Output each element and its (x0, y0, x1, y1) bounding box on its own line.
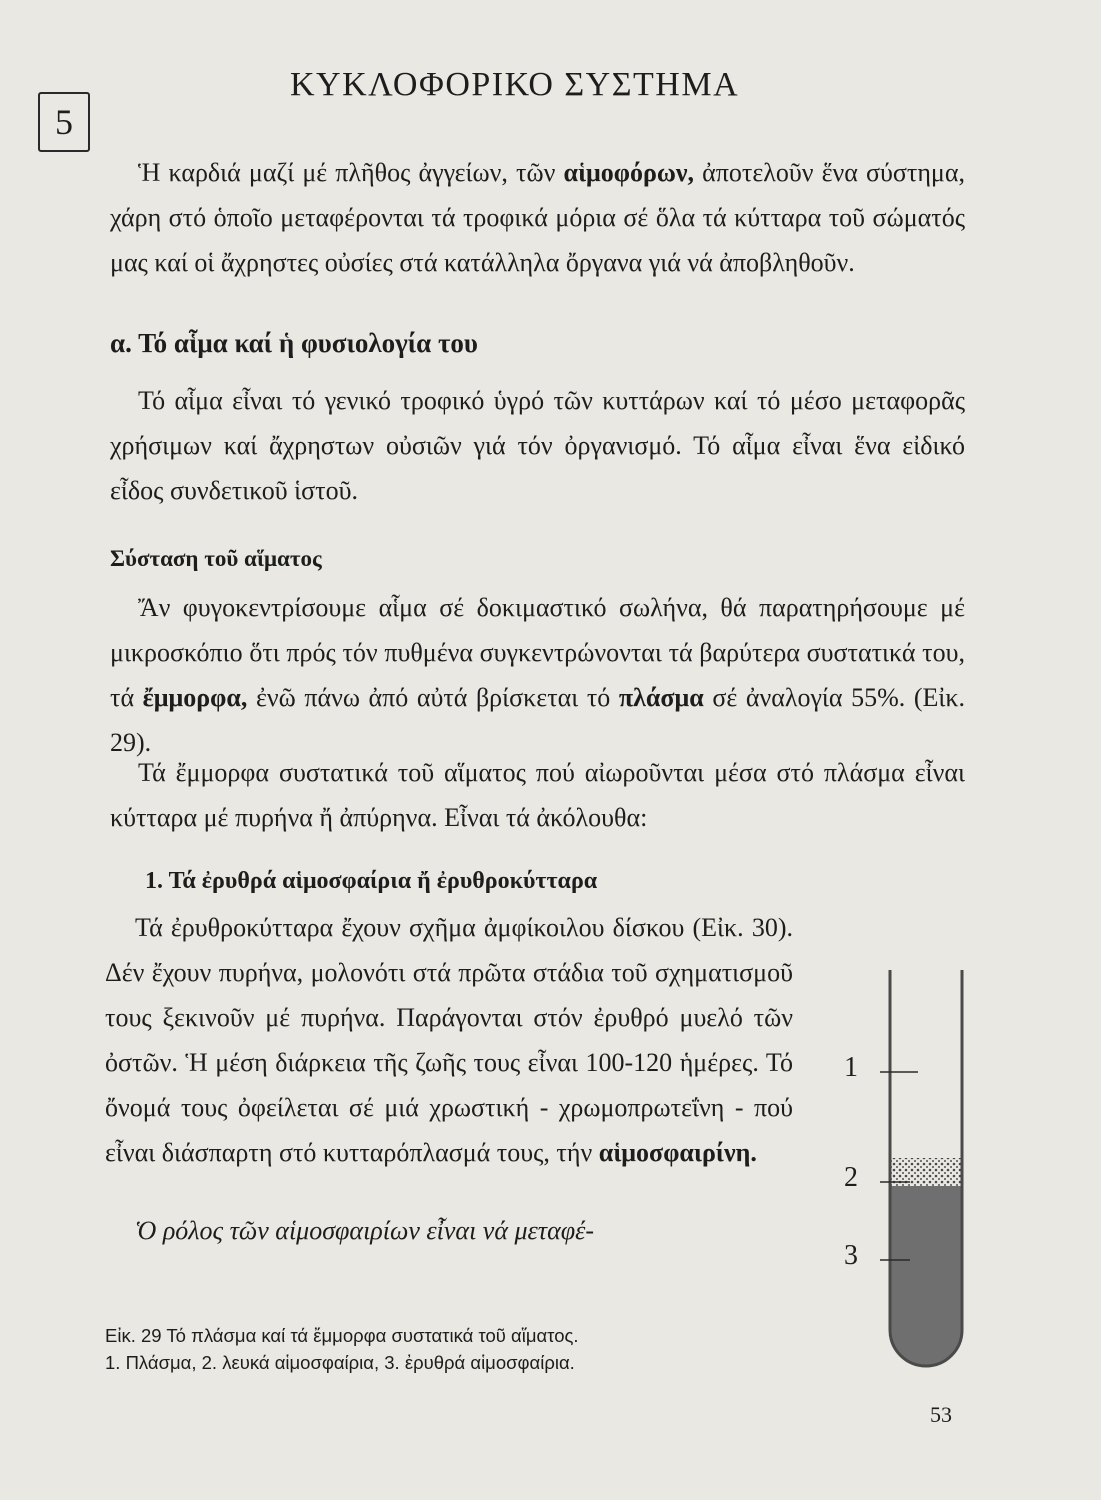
caption-line-2: 1. Πλάσμα, 2. λευκά αἱμοσφαίρια, 3. ἐρυθρά αἱμοσφαίρια. (105, 1352, 575, 1373)
figure-caption (105, 1322, 805, 1376)
composition-heading: Σύσταση τοῦ αἵματος (110, 546, 322, 571)
caption-line-1: Εἰκ. 29 Τό πλάσμα καί τά ἔμμορφα συστατικά τοῦ αἵματος. (105, 1325, 579, 1346)
plasma-layer (890, 970, 962, 1158)
section-a-heading: α. Τό αἷμα καί ἡ φυσιολογία του (110, 328, 478, 358)
composition-paragraph-1: Ἄν φυγοκεντρίσουμε αἷμα σέ δοκιμαστικό σωλήνα, θά παρατηρήσουμε μέ μικροσκόπιο ὅτι πρός τόν πυθμένα συγκεντρώνονται τά βαρύτερα συστατικά του, τά ἔμμορφα, ἐνῶ πάνω ἀπό αὐτά βρίσκεται τό πλάσμα σέ ἀναλογία 55%. (Εἰκ. 29). (110, 593, 965, 757)
item-1-continuation: Ὁ ρόλος τῶν αἱμοσφαιρίων εἶναι νά μεταφέ- (135, 1216, 595, 1245)
chapter-number: 5 (55, 102, 73, 142)
composition-paragraph-2: Τά ἔμμορφα συστατικά τοῦ αἵματος πού αἰωροῦνται μέσα στό πλάσμα εἶναι κύτταρα μέ πυρήνα ἤ ἀπύρηνα. Εἶναι τά ἀκόλουθα: (110, 758, 965, 832)
tube-label-2: 2 (844, 1162, 858, 1193)
section-a-paragraph: Τό αἷμα εἶναι τό γενικό τροφικό ὑγρό τῶν κυττάρων καί τό μέσο μεταφορᾶς χρήσιμων καί ἄχρηστων οὐσιῶν γιά τόν ὀργανισμό. Τό αἷμα εἶναι ἕνα εἰδικό εἶδος συνδετικοῦ ἱστοῦ. (110, 386, 965, 505)
chapter-number-box (38, 92, 90, 152)
red-cells-layer (890, 1186, 962, 1366)
page-number: 53 (930, 1402, 952, 1427)
chapter-title: ΚΥΚΛΟΦΟΡΙΚΟ ΣΥΣΤΗΜΑ (290, 66, 740, 103)
test-tube-figure (880, 970, 980, 1390)
item-1-paragraph: Τά ἐρυθροκύτταρα ἔχουν σχῆμα ἀμφίκοιλου δίσκου (Εἰκ. 30). Δέν ἔχουν πυρήνα, μολονότι στά πρῶτα στάδια τοῦ σχηματισμοῦ τους ξεκινοῦν μέ πυρήνα. Παράγονται στόν ἐρυθρό μυελό τῶν ὀστῶν. Ἡ μέση διάρκεια τῆς ζωῆς τους εἶναι 100-120 ἡμέρες. Τό ὄνομά τους ὀφείλεται σέ μιά χρωστική - χρωμοπρωτεΐνη - πού εἶναι διάσπαρτη στό κυτταρόπλασμά τους, τήν αἱμοσφαιρίνη. (105, 913, 793, 1167)
tube-label-1: 1 (844, 1052, 858, 1083)
intro-paragraph: Ἡ καρδιά μαζί μέ πλῆθος ἀγγείων, τῶν αἱμοφόρων, ἀποτελοῦν ἕνα σύστημα, χάρη στό ὁποῖο μεταφέρονται τά τροφικά μόρια σέ ὅλα τά κύτταρα τοῦ σώματός μας καί οἱ ἄχρηστες οὐσίες στά κατάλληλα ὄργανα γιά νά ἀποβληθοῦν. (110, 158, 965, 277)
term-aimosfairini: αἱμοσφαιρίνη. (598, 1138, 757, 1167)
tube-label-3: 3 (844, 1240, 858, 1271)
term-plasma: πλάσμα (618, 683, 704, 712)
term-emmorfa: ἔμμορφα, (142, 683, 248, 712)
term-aimoforon: αἱμοφόρων, (563, 158, 695, 187)
item-1-heading: 1. Τά ἐρυθρά αἱμοσφαίρια ἤ ἐρυθροκύτταρα (145, 868, 598, 894)
